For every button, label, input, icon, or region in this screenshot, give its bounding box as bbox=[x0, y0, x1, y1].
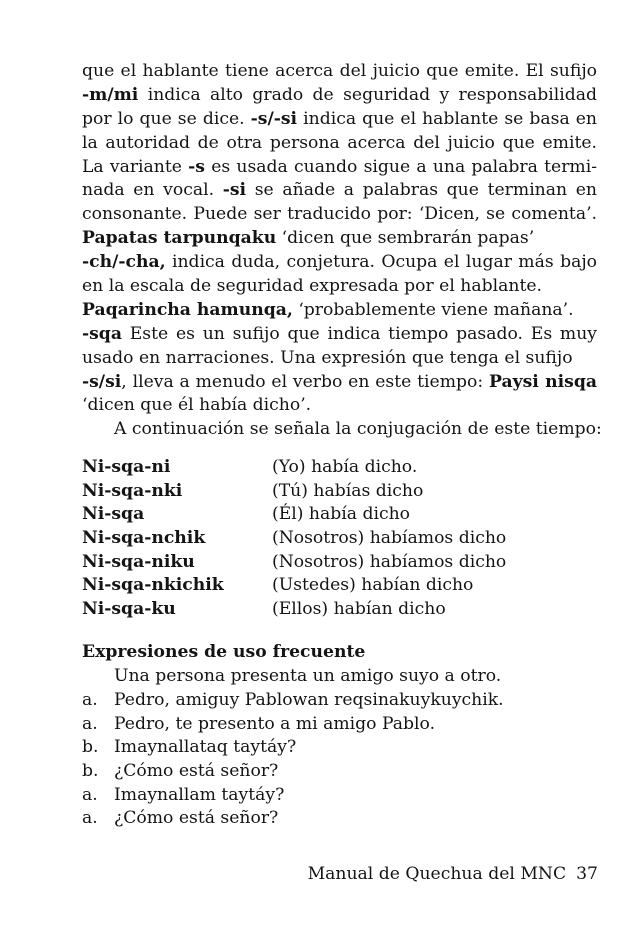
conjugation-row bbox=[82, 574, 597, 598]
suffix-term: -si bbox=[222, 180, 247, 201]
verb-form: Ni-sqa-nki bbox=[82, 480, 183, 501]
text-run: por lo que se dice. bbox=[82, 108, 251, 129]
footer-title: Manual de Quechua del MNC bbox=[307, 864, 567, 884]
suffix-term: -sqa bbox=[82, 323, 122, 344]
verb-form: Ni-sqa-ku bbox=[82, 598, 176, 619]
text-line bbox=[82, 418, 602, 442]
text-line bbox=[82, 84, 597, 108]
item-text: ¿Cómo está señor? bbox=[114, 760, 279, 781]
text-line bbox=[82, 203, 597, 227]
text-run: que el hablante tiene acerca del juicio que emite. El sufijo bbox=[82, 61, 597, 81]
text-line bbox=[82, 60, 597, 84]
section-intro: Una persona presenta un amigo suyo a otro. bbox=[114, 666, 502, 687]
dialogue-item bbox=[82, 807, 597, 831]
conjugation-row bbox=[82, 551, 597, 575]
page-number: 37 bbox=[576, 864, 598, 884]
text-run: consonante. Puede ser traducido por: ‘Dicen, se comenta’. bbox=[82, 204, 597, 225]
text-run: ‘probablemente viene mañana’. bbox=[292, 299, 574, 320]
suffix-term: -s bbox=[188, 156, 205, 177]
verb-form: Ni-sqa bbox=[82, 504, 145, 525]
item-marker: b. bbox=[82, 737, 99, 758]
text-line bbox=[82, 251, 597, 275]
dialogue-item bbox=[82, 689, 597, 713]
item-marker: a. bbox=[82, 808, 98, 829]
item-marker: a. bbox=[82, 690, 98, 711]
verb-gloss: (Tú) habías dicho bbox=[272, 480, 424, 501]
verb-form: Ni-sqa-ni bbox=[82, 457, 171, 478]
page-body bbox=[82, 60, 602, 831]
quechua-example: Papatas tarpunqaku bbox=[82, 228, 277, 249]
text-run: Este es un sufijo que indica tiempo pasado. Es muy bbox=[121, 323, 597, 344]
text-line bbox=[82, 323, 597, 347]
text-run: ‘dicen que él había dicho’. bbox=[82, 395, 312, 416]
verb-form: Ni-sqa-nkichik bbox=[82, 575, 224, 596]
text-line bbox=[82, 108, 597, 132]
suffix-term: -m/mi bbox=[82, 84, 139, 105]
item-text: Imaynallataq taytáy? bbox=[114, 737, 297, 758]
text-line bbox=[82, 347, 597, 371]
conjugation-table bbox=[82, 456, 597, 621]
text-line bbox=[82, 179, 597, 203]
text-line bbox=[82, 227, 597, 251]
item-text: Pedro, te presento a mi amigo Pablo. bbox=[114, 713, 436, 734]
text-run: , lleva a menudo el verbo en este tiempo: bbox=[121, 371, 489, 392]
text-line bbox=[82, 132, 597, 156]
text-run: ‘dicen que sembrarán papas’ bbox=[276, 228, 535, 249]
text-run: nada en vocal. bbox=[82, 180, 223, 201]
text-run: La variante bbox=[82, 156, 189, 177]
text-run: indica alto grado de seguridad y responsabilidad bbox=[138, 84, 597, 105]
conjugation-row bbox=[82, 598, 597, 622]
expressions-section bbox=[82, 641, 597, 830]
text-run: se añade a palabras que terminan en bbox=[246, 180, 597, 201]
item-marker: a. bbox=[82, 713, 98, 734]
page-footer bbox=[308, 864, 598, 884]
dialogue-item bbox=[82, 760, 597, 784]
text-run: es usada cuando sigue a una palabra termi- bbox=[204, 156, 598, 177]
text-line bbox=[82, 275, 597, 299]
quechua-example: Paysi nisqa bbox=[489, 371, 597, 392]
text-line bbox=[82, 299, 597, 323]
section-heading bbox=[82, 641, 597, 665]
text-run: A continuación se señala la conjugación de este tiempo: bbox=[114, 419, 602, 440]
item-text: Pedro, amiguy Pablowan reqsinakuykuychik. bbox=[114, 690, 504, 711]
text-run: la autoridad de otra persona acerca del juicio que emite. bbox=[82, 132, 597, 153]
dialogue-item bbox=[82, 784, 597, 808]
conjugation-row bbox=[82, 503, 597, 527]
suffix-term: -s/si bbox=[82, 371, 122, 392]
text-run: indica que el hablante se basa en bbox=[297, 108, 597, 129]
suffix-term: -ch/-cha, bbox=[82, 252, 166, 273]
section-heading-text: Expresiones de uso frecuente bbox=[82, 642, 366, 663]
verb-gloss: (Nosotros) habíamos dicho bbox=[272, 528, 507, 549]
item-marker: a. bbox=[82, 784, 98, 805]
item-marker: b. bbox=[82, 760, 99, 781]
item-text: Imaynallam taytáy? bbox=[114, 784, 285, 805]
text-run: en la escala de seguridad expresada por el hablante. bbox=[82, 276, 542, 297]
conjugation-row bbox=[82, 480, 597, 504]
verb-gloss: (Yo) había dicho. bbox=[272, 457, 418, 478]
suffix-term: -s/-si bbox=[250, 108, 298, 129]
quechua-example: Paqarincha hamunqa, bbox=[82, 299, 293, 320]
verb-gloss: (Nosotros) habíamos dicho bbox=[272, 551, 507, 572]
body-paragraph bbox=[82, 60, 602, 442]
item-text: ¿Cómo está señor? bbox=[114, 808, 279, 829]
dialogue-item bbox=[82, 736, 597, 760]
verb-form: Ni-sqa-nchik bbox=[82, 528, 206, 549]
verb-gloss: (Él) había dicho bbox=[272, 504, 410, 525]
text-line bbox=[82, 156, 597, 180]
dialogue-item bbox=[82, 713, 597, 737]
text-line bbox=[82, 394, 597, 418]
verb-gloss: (Ustedes) habían dicho bbox=[272, 575, 474, 596]
verb-gloss: (Ellos) habían dicho bbox=[272, 598, 446, 619]
text-run: usado en narraciones. Una expresión que tenga el sufijo bbox=[82, 347, 573, 368]
text-line bbox=[82, 371, 597, 395]
text-run: indica duda, conjetura. Ocupa el lugar más bajo bbox=[165, 252, 597, 273]
verb-form: Ni-sqa-niku bbox=[82, 551, 195, 572]
conjugation-row bbox=[82, 456, 597, 480]
conjugation-row bbox=[82, 527, 597, 551]
